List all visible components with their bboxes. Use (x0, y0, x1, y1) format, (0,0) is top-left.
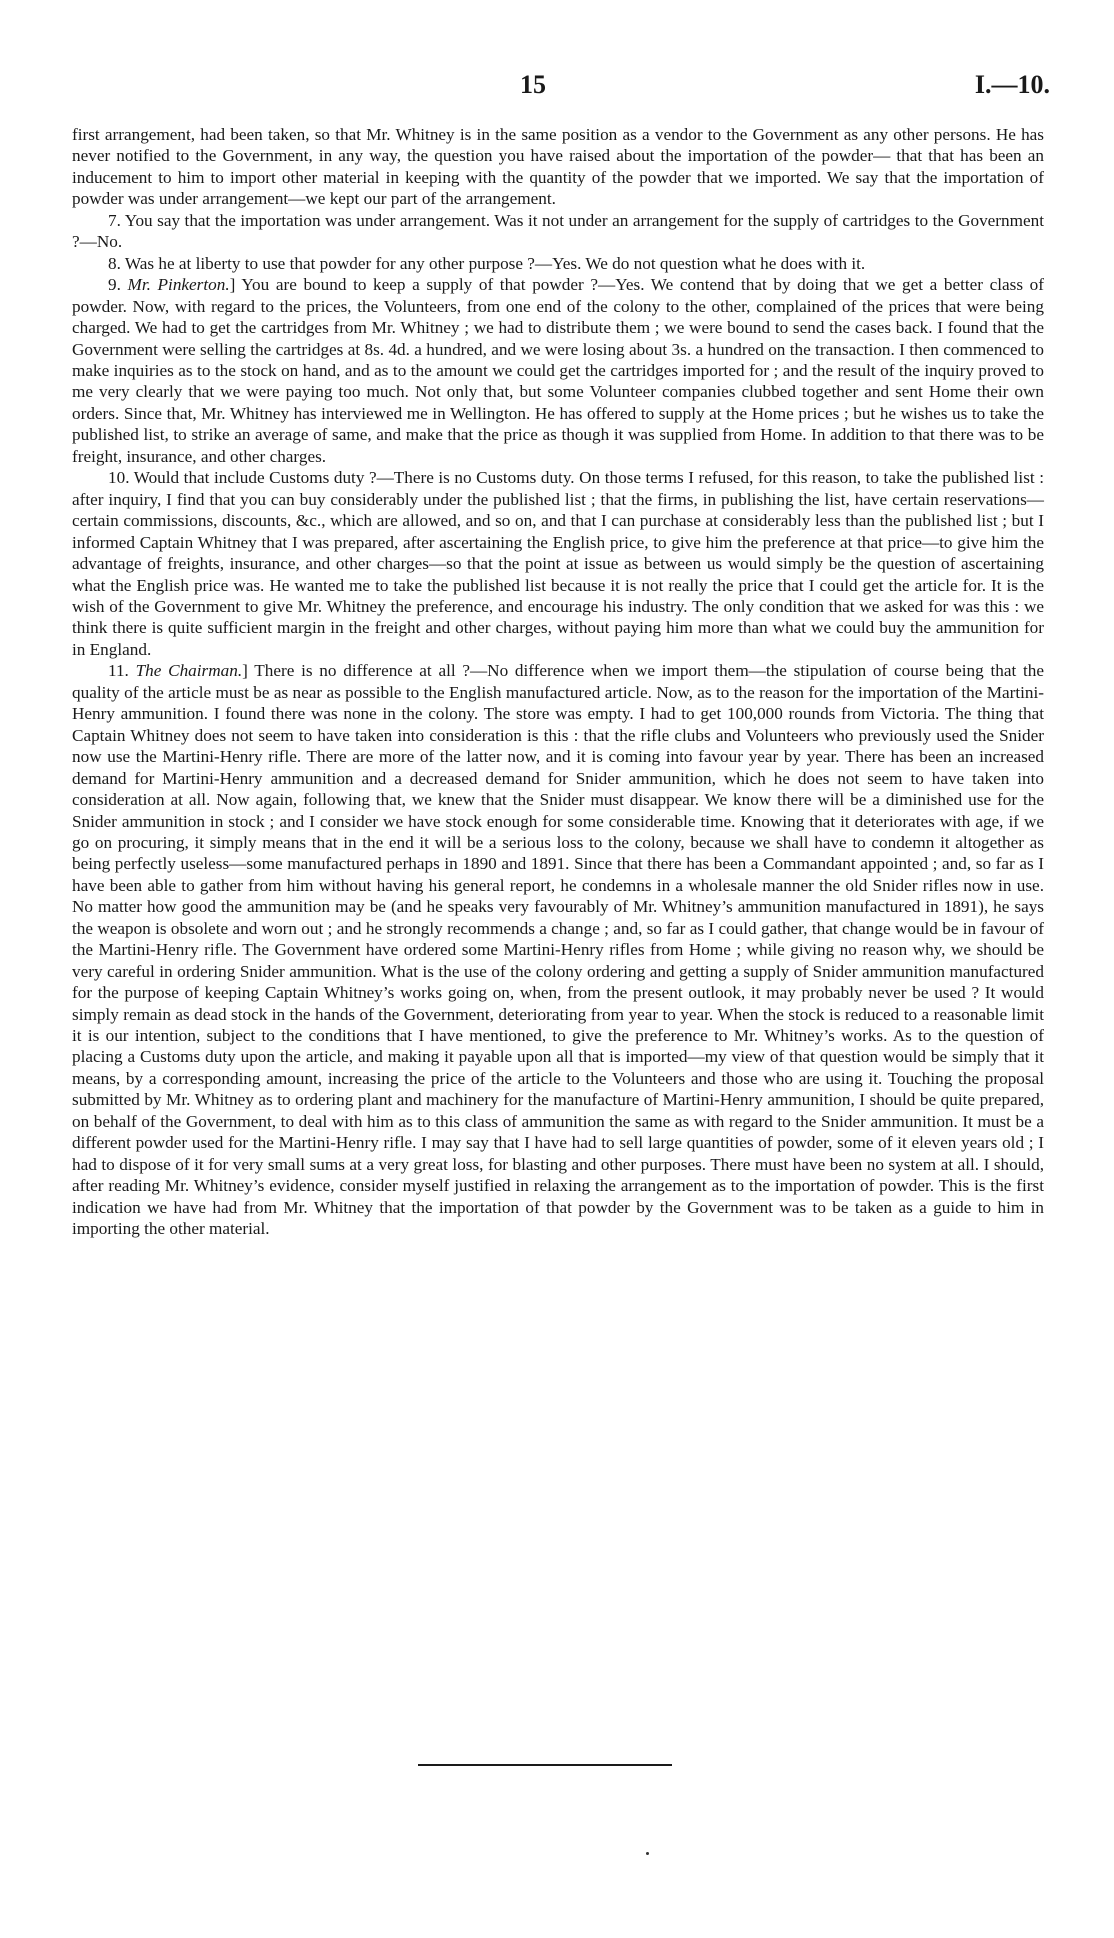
paragraph-text: first arrangement, had been taken, so that Mr. Whitney is in the same position as a vendor to the Government as any other persons. He has never notified to the Government, in any way, the question you have raised about the importation of the powder— that that has been an inducement to him to import other material in keeping with the quantity of the powder that we imported. We say that the importation of powder was under arrangement—we kept our part of the arrangement. (72, 125, 1044, 209)
paragraph-text: Was he at liberty to use that powder for any other purpose ?—Yes. We do not question what he does with it. (124, 253, 866, 273)
body-text (72, 124, 1044, 1240)
document-reference: I.—10. (974, 70, 1050, 99)
question-number: 10. (108, 468, 134, 488)
paragraph-question-9 (72, 274, 1044, 467)
paragraph-text: Would that include Customs duty ?—There is no Customs duty. On those terms I refused, for this reason, to take the published list : after inquiry, I find that you can buy considerably under the published list ; that the firms, in publishing the list, have certain reservations—certain commissions, discounts, &c., which are allowed, and so on, and that I can purchase at considerably less than the published list ; but I informed Captain Whitney that I was prepared, after ascertaining the English price, to give him the preference at that price—to give him the advantage of freights, insurance, and other charges—so that the point at issue as between us would simply be the question of ascertaining what the English price was. He wanted me to take the published list because it is not really the price that I could get the article for. It is the wish of the Government to give Mr. Whitney the preference, and encourage his industry. The only condition that we asked for was this : we think there is quite sufficient margin in the freight and other charges, without paying him more than what we could buy the ammunition for in England. (72, 468, 1044, 659)
paragraph-text: ] You are bound to keep a supply of that powder ?—Yes. We contend that by doing that we get a better class of powder. Now, with regard to the prices, the Volunteers, from one end of the colony to the other, complained of the prices that were being charged. We had to get the cartridges from Mr. Whitney ; we had to distribute them ; we were bound to send the cases back. I found that the Government were selling the cartridges at 8s. 4d. a hundred, and we were losing about 3s. a hundred on the transaction. I then commenced to make inquiries as to the stock on hand, and as to the amount we could get the cartridges imported for ; and the result of the inquiry proved to me very clearly that we were paying too much. Not only that, but some Volunteer companies clubbed together and sent Home their own orders. Since that, Mr. Whitney has interviewed me in Wellington. He has offered to supply at the Home prices ; but he wishes us to take the published list, to strike an average of same, and make that the price as though it was supplied from Home. In addition to that there was to be freight, insurance, and other charges. (72, 275, 1044, 466)
print-mark (646, 1852, 649, 1855)
paragraph-continuation (72, 124, 1044, 210)
paragraph-question-7 (72, 210, 1044, 253)
page-number: 15 (520, 70, 546, 99)
speaker-name: Mr. Pinkerton. (127, 275, 230, 295)
speaker-name: The Chairman. (135, 661, 243, 681)
question-number: 11. (108, 661, 136, 681)
question-number: 9. (108, 275, 128, 295)
question-number: 7. (108, 210, 125, 230)
section-divider (418, 1764, 672, 1766)
question-number: 8. (108, 253, 125, 273)
paragraph-text: ] There is no difference at all ?—No difference when we import them—the stipulation of course being that the quality of the article must be as near as possible to the English manufactured article. Now, as to the reason for the importation of the Martini-Henry ammunition. I found there was none in the colony. The store was empty. I had to get 100,000 rounds from Victoria. The thing that Captain Whitney does not seem to have taken into consideration is this : that the rifle clubs and Volunteers who previously used the Snider now use the Martini-Henry rifle. There are more of the latter now, and it is coming into favour year by year. There has been an increased demand for Martini-Henry ammunition and a decreased demand for Snider ammunition, which he does not seem to have taken into consideration at all. Now again, following that, we knew that the Snider must disappear. We know there will be a diminished use for the Snider ammunition in stock ; and I consider we have stock enough for some considerable time. Knowing that it deteriorates with age, if we go on procuring, it simply means that in the end it will be a serious loss to the colony, because we shall have to condemn it altogether as being perfectly useless—some manufactured perhaps in 1890 and 1891. Since that there has been a Commandant appointed ; and, so far as I have been able to gather from him without having his general report, he condemns in a wholesale manner the old Snider rifles now in use. No matter how good the ammunition may be (and he speaks very favourably of Mr. Whitney’s ammunition manufactured in 1891), he says the weapon is obsolete and worn out ; and he strongly recommends a change ; and, so far as I could gather, that change would be in favour of the Martini-Henry rifle. The Government have ordered some Martini-Henry rifles from Home ; while giving no reason why, we should be very careful in ordering Snider ammunition. What is the use of the colony ordering and getting a supply of Snider ammunition manufactured for the purpose of keeping Captain Whitney’s works going on, when, from the present outlook, it may probably never be used ? It would simply remain as dead stock in the hands of the Government, deteriorating from year to year. When the stock is reduced to a reasonable limit it is our intention, subject to the conditions that I have mentioned, to give the preference to Mr. Whitney’s works. As to the question of placing a Customs duty upon the article, and making it payable upon all that is imported—my view of that question would be simply that it means, by a corresponding amount, increasing the price of the article to the Volunteers and those who are using it. Touching the proposal submitted by Mr. Whitney as to ordering plant and machinery for the manufacture of Martini-Henry ammunition, I should be quite prepared, on behalf of the Government, to deal with him as to this class of ammunition the same as with regard to the Snider ammunition. It must be a different powder used for the Martini-Henry rifle. I may say that I have had to sell large quantities of powder, some of it eleven years old ; I had to dispose of it for very small sums at a very great loss, for blasting and other purposes. There must have been no system at all. I should, after reading Mr. Whitney’s evidence, consider myself justified in relaxing the arrangement as to the importation of powder. This is the first indication we have had from Mr. Whitney that the importation of that powder by the Government was to be taken as a guide to him in importing the other material. (72, 661, 1044, 1239)
paragraph-text: You say that the importation was under arrangement. Was it not under an arrangement for the supply of cartridges to the Government ?—No. (72, 210, 1044, 252)
paragraph-question-11 (72, 660, 1044, 1239)
paragraph-question-8 (72, 253, 1044, 274)
paragraph-question-10 (72, 467, 1044, 660)
